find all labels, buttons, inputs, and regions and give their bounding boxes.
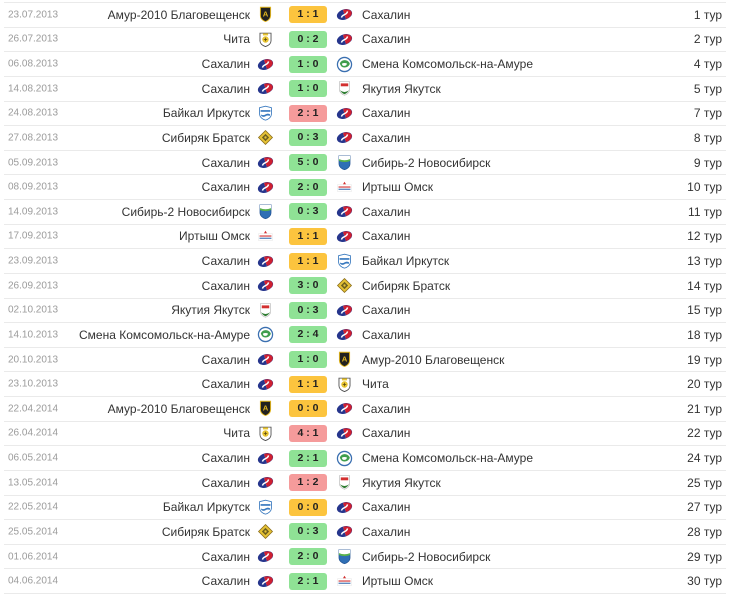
away-team-name[interactable]: Сахалин [362, 500, 411, 515]
home-team-name[interactable]: Сахалин [201, 574, 250, 589]
sakhalin-logo-icon [257, 253, 274, 270]
sakhalin-logo-icon [257, 548, 274, 565]
sakhalin-logo-icon [257, 474, 274, 491]
away-team-cell [336, 548, 726, 565]
score-badge[interactable]: 0 : 3 [289, 302, 327, 319]
match-date: 26.07.2013 [8, 33, 59, 45]
match-date: 06.05.2014 [8, 452, 59, 464]
away-team-cell [336, 326, 726, 343]
match-row[interactable] [4, 348, 726, 373]
match-row[interactable] [4, 151, 726, 176]
match-row[interactable] [4, 274, 726, 299]
away-team-cell [336, 105, 726, 122]
home-team-name[interactable]: Иртыш Омск [179, 229, 250, 244]
away-team-name[interactable]: Иртыш Омск [362, 574, 433, 589]
score-badge[interactable]: 0 : 3 [289, 203, 327, 220]
tour-label: 14 тур [687, 278, 722, 293]
sakhalin-logo-icon [336, 523, 353, 540]
match-date: 27.08.2013 [8, 132, 59, 144]
away-team-cell [336, 277, 726, 294]
tour-label: 24 тур [687, 451, 722, 466]
sakhalin-logo-icon [257, 376, 274, 393]
tour-label: 12 тур [687, 229, 722, 244]
home-team-name[interactable]: Сахалин [201, 155, 250, 170]
match-date: 26.09.2013 [8, 280, 59, 292]
away-team-cell [336, 573, 726, 590]
match-date: 01.06.2014 [8, 551, 59, 563]
tour-label: 29 тур [687, 549, 722, 564]
sibir2-logo-icon [336, 154, 353, 171]
sakhalin-logo-icon [336, 203, 353, 220]
away-team-cell [336, 450, 726, 467]
away-team-cell [336, 203, 726, 220]
tour-label: 15 тур [687, 303, 722, 318]
tour-label: 28 тур [687, 524, 722, 539]
home-team-name[interactable]: Амур-2010 Благовещенск [107, 7, 250, 22]
match-row[interactable] [4, 126, 726, 151]
match-date: 23.10.2013 [8, 378, 59, 390]
sakhalin-logo-icon [336, 129, 353, 146]
score-badge[interactable]: 1 : 0 [289, 351, 327, 368]
match-date: 22.04.2014 [8, 403, 59, 415]
baikal-logo-icon [336, 253, 353, 270]
tour-label: 20 тур [687, 377, 722, 392]
baikal-logo-icon [257, 105, 274, 122]
match-row[interactable] [4, 471, 726, 496]
away-team-cell [336, 523, 726, 540]
amur-logo-icon [257, 6, 274, 23]
score-badge[interactable]: 2 : 1 [289, 450, 327, 467]
score-badge[interactable]: 1 : 1 [289, 228, 327, 245]
home-team-name[interactable]: Сахалин [201, 81, 250, 96]
home-team-name[interactable]: Сибиряк Братск [161, 130, 250, 145]
away-team-name[interactable]: Сибиряк Братск [362, 278, 451, 293]
away-team-cell [336, 302, 726, 319]
match-row[interactable] [4, 323, 726, 348]
away-team-name[interactable]: Сахалин [362, 229, 411, 244]
home-team-name[interactable]: Сахалин [201, 352, 250, 367]
sakhalin-logo-icon [336, 31, 353, 48]
sibir2-logo-icon [336, 548, 353, 565]
match-row[interactable] [4, 569, 726, 594]
yakutia-logo-icon [257, 302, 274, 319]
score-badge[interactable]: 0 : 0 [289, 400, 327, 417]
home-team-name[interactable]: Сахалин [201, 57, 250, 72]
away-team-cell [336, 474, 726, 491]
match-row[interactable] [4, 422, 726, 447]
home-team-name[interactable]: Сибиряк Братск [161, 524, 250, 539]
score-badge[interactable]: 2 : 4 [289, 326, 327, 343]
away-team-cell [336, 31, 726, 48]
away-team-cell [336, 400, 726, 417]
home-team-name[interactable]: Сахалин [201, 475, 250, 490]
yakutia-logo-icon [336, 474, 353, 491]
match-row[interactable] [4, 496, 726, 521]
away-team-cell [336, 179, 726, 196]
sakhalin-logo-icon [257, 277, 274, 294]
sakhalin-logo-icon [336, 499, 353, 516]
away-team-name[interactable]: Сахалин [362, 426, 411, 441]
amur-logo-icon [336, 351, 353, 368]
match-row[interactable] [4, 249, 726, 274]
away-team-name[interactable]: Якутия Якутск [362, 475, 441, 490]
tour-label: 5 тур [693, 81, 722, 96]
home-team-name[interactable]: Сахалин [201, 451, 250, 466]
away-team-name[interactable]: Сахалин [362, 106, 411, 121]
away-team-name[interactable]: Якутия Якутск [362, 81, 441, 96]
score-badge[interactable]: 2 : 0 [289, 179, 327, 196]
match-row[interactable] [4, 200, 726, 225]
sakhalin-logo-icon [336, 302, 353, 319]
score-badge[interactable]: 1 : 1 [289, 376, 327, 393]
match-row[interactable] [4, 3, 726, 28]
chita-logo-icon [257, 31, 274, 48]
irtysh-logo-icon [336, 179, 353, 196]
away-team-name[interactable]: Смена Комсомольск-на-Амуре [362, 451, 534, 466]
match-row[interactable] [4, 397, 726, 422]
match-date: 20.10.2013 [8, 354, 59, 366]
match-date: 14.08.2013 [8, 83, 59, 95]
tour-label: 21 тур [687, 401, 722, 416]
sakhalin-logo-icon [257, 56, 274, 73]
match-date: 14.09.2013 [8, 206, 59, 218]
score-badge[interactable]: 5 : 0 [289, 154, 327, 171]
results-table [4, 2, 726, 594]
home-team-name[interactable]: Сахалин [201, 549, 250, 564]
amur-logo-icon [257, 400, 274, 417]
away-team-name[interactable]: Сахалин [362, 204, 411, 219]
match-row[interactable] [4, 102, 726, 127]
match-date: 23.09.2013 [8, 255, 59, 267]
sakhalin-logo-icon [336, 425, 353, 442]
away-team-cell [336, 228, 726, 245]
tour-label: 2 тур [693, 32, 722, 47]
score-badge[interactable]: 0 : 3 [289, 523, 327, 540]
sakhalin-logo-icon [336, 326, 353, 343]
away-team-name[interactable]: Сахалин [362, 130, 411, 145]
score-badge[interactable]: 2 : 1 [289, 105, 327, 122]
sakhalin-logo-icon [257, 154, 274, 171]
home-team-name[interactable]: Сахалин [201, 278, 250, 293]
away-team-cell [336, 6, 726, 23]
tour-label: 4 тур [693, 57, 722, 72]
sibiryak-logo-icon [257, 523, 274, 540]
home-team-name[interactable]: Сахалин [201, 377, 250, 392]
match-row[interactable] [4, 545, 726, 570]
match-date: 05.09.2013 [8, 157, 59, 169]
smena-logo-icon [336, 450, 353, 467]
home-team-name[interactable]: Якутия Якутск [171, 303, 250, 318]
sakhalin-logo-icon [257, 179, 274, 196]
sakhalin-logo-icon [336, 6, 353, 23]
match-date: 13.05.2014 [8, 477, 59, 489]
sakhalin-logo-icon [257, 573, 274, 590]
score-badge[interactable]: 1 : 0 [289, 80, 327, 97]
home-team-name[interactable]: Сибирь-2 Новосибирск [121, 204, 250, 219]
match-row[interactable] [4, 52, 726, 77]
smena-logo-icon [336, 56, 353, 73]
match-row[interactable] [4, 28, 726, 53]
home-team-name[interactable]: Смена Комсомольск-на-Амуре [78, 327, 250, 342]
tour-label: 1 тур [693, 7, 722, 22]
match-date: 23.07.2013 [8, 9, 59, 21]
score-badge[interactable]: 1 : 1 [289, 253, 327, 270]
sakhalin-logo-icon [257, 450, 274, 467]
chita-logo-icon [336, 376, 353, 393]
tour-label: 25 тур [687, 475, 722, 490]
away-team-name[interactable]: Сахалин [362, 303, 411, 318]
tour-label: 22 тур [687, 426, 722, 441]
match-row[interactable] [4, 77, 726, 102]
tour-label: 9 тур [693, 155, 722, 170]
away-team-name[interactable]: Сахалин [362, 32, 411, 47]
match-row[interactable] [4, 372, 726, 397]
away-team-name[interactable]: Смена Комсомольск-на-Амуре [362, 57, 534, 72]
away-team-name[interactable]: Сахалин [362, 327, 411, 342]
match-row[interactable] [4, 299, 726, 324]
tour-label: 10 тур [687, 180, 722, 195]
tour-label: 18 тур [687, 327, 722, 342]
home-team-name[interactable]: Чита [223, 426, 250, 441]
home-team-name[interactable]: Чита [223, 32, 250, 47]
match-date: 22.05.2014 [8, 501, 59, 513]
sibir2-logo-icon [257, 203, 274, 220]
away-team-cell [336, 56, 726, 73]
score-badge[interactable]: 2 : 0 [289, 548, 327, 565]
chita-logo-icon [257, 425, 274, 442]
tour-label: 30 тур [687, 574, 722, 589]
away-team-cell [336, 154, 726, 171]
tour-label: 19 тур [687, 352, 722, 367]
away-team-cell [336, 129, 726, 146]
match-row[interactable] [4, 225, 726, 250]
away-team-cell [336, 253, 726, 270]
tour-label: 7 тур [693, 106, 722, 121]
home-team-name[interactable]: Сахалин [201, 180, 250, 195]
match-date: 24.08.2013 [8, 107, 59, 119]
score-badge[interactable]: 0 : 0 [289, 499, 327, 516]
sakhalin-logo-icon [336, 400, 353, 417]
sibiryak-logo-icon [336, 277, 353, 294]
yakutia-logo-icon [336, 80, 353, 97]
tour-label: 27 тур [687, 500, 722, 515]
match-row[interactable] [4, 520, 726, 545]
match-row[interactable] [4, 446, 726, 471]
home-team-name[interactable]: Амур-2010 Благовещенск [107, 401, 250, 416]
irtysh-logo-icon [257, 228, 274, 245]
baikal-logo-icon [257, 499, 274, 516]
score-badge[interactable]: 4 : 1 [289, 425, 327, 442]
away-team-cell [336, 80, 726, 97]
sakhalin-logo-icon [257, 80, 274, 97]
tour-label: 11 тур [688, 204, 722, 219]
score-badge[interactable]: 3 : 0 [289, 277, 327, 294]
score-badge[interactable]: 0 : 3 [289, 129, 327, 146]
away-team-cell [336, 499, 726, 516]
tour-label: 13 тур [687, 254, 722, 269]
match-date: 26.04.2014 [8, 427, 59, 439]
match-date: 08.09.2013 [8, 181, 59, 193]
sakhalin-logo-icon [336, 105, 353, 122]
score-badge[interactable]: 2 : 1 [289, 573, 327, 590]
away-team-name[interactable]: Сибирь-2 Новосибирск [362, 155, 491, 170]
away-team-name[interactable]: Иртыш Омск [362, 180, 433, 195]
away-team-name[interactable]: Амур-2010 Благовещенск [362, 352, 505, 367]
score-badge[interactable]: 1 : 1 [289, 6, 327, 23]
away-team-name[interactable]: Сибирь-2 Новосибирск [362, 549, 491, 564]
match-date: 04.06.2014 [8, 575, 59, 587]
match-date: 14.10.2013 [8, 329, 59, 341]
match-row[interactable] [4, 175, 726, 200]
away-team-cell [336, 376, 726, 393]
away-team-name[interactable]: Чита [362, 377, 389, 392]
score-badge[interactable]: 1 : 2 [289, 474, 327, 491]
home-team-name[interactable]: Байкал Иркутск [162, 500, 250, 515]
score-badge[interactable]: 0 : 2 [289, 31, 327, 48]
away-team-name[interactable]: Байкал Иркутск [362, 254, 450, 269]
away-team-name[interactable]: Сахалин [362, 524, 411, 539]
away-team-name[interactable]: Сахалин [362, 401, 411, 416]
away-team-name[interactable]: Сахалин [362, 7, 411, 22]
tour-label: 8 тур [693, 130, 722, 145]
smena-logo-icon [257, 326, 274, 343]
sakhalin-logo-icon [336, 228, 353, 245]
match-date: 25.05.2014 [8, 526, 59, 538]
away-team-cell [336, 351, 726, 368]
home-team-name[interactable]: Байкал Иркутск [162, 106, 250, 121]
match-date: 17.09.2013 [8, 230, 59, 242]
sibiryak-logo-icon [257, 129, 274, 146]
score-badge[interactable]: 1 : 0 [289, 56, 327, 73]
irtysh-logo-icon [336, 573, 353, 590]
match-date: 02.10.2013 [8, 304, 59, 316]
sakhalin-logo-icon [257, 351, 274, 368]
away-team-cell [336, 425, 726, 442]
home-team-name[interactable]: Сахалин [201, 254, 250, 269]
match-date: 06.08.2013 [8, 58, 59, 70]
